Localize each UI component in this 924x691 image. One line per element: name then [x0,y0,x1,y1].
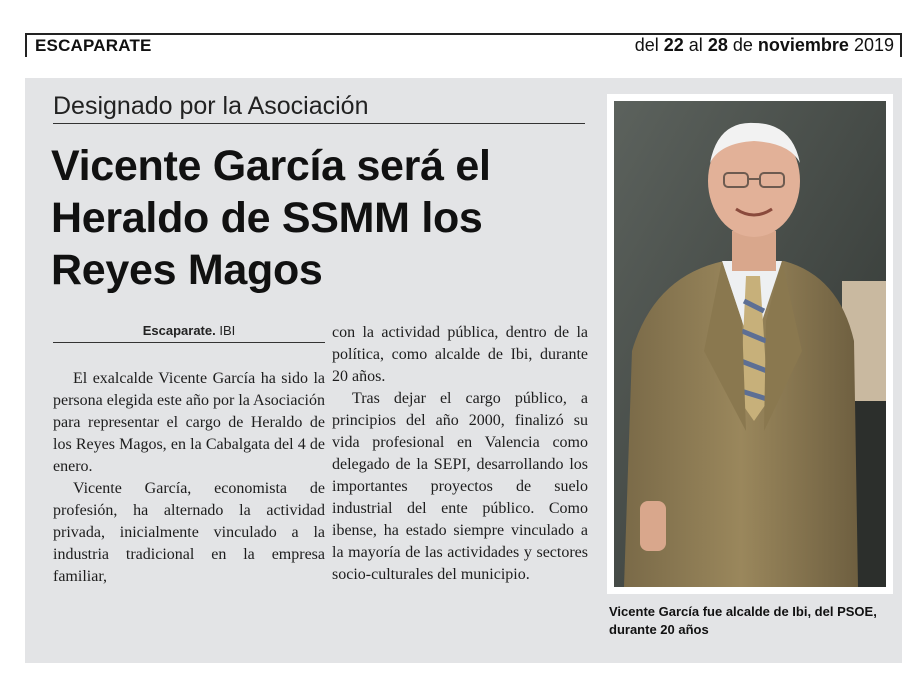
article-photo [607,94,893,594]
portrait-photo [614,101,886,587]
byline-source: Escaparate. [142,323,216,338]
article-column-2 [332,322,588,586]
section-header [25,33,902,57]
section-label: ESCAPARATE [35,36,152,55]
article-headline: Vicente García será el Heraldo de SSMM los Reyes Magos [51,142,491,294]
paragraph: El exalcalde Vicente García ha sido la persona elegida este año por la Asociación para representar el cargo de Heraldo de los Reyes Magos, en la Cabalgata del 4 de enero. [53,370,325,475]
article-byline [53,323,325,343]
byline-place: IBI [219,323,236,338]
portrait-illustration [614,101,886,587]
paragraph: Tras dejar el cargo público, a principios del año 2000, finalizó su vida profesional en Valencia como delegado de la SEPI, desarrollando los importantes proyectos de suelo industrial del ente público. Como ibense, ha estado siempre vinculado a la mayoría de las actividades y sectores socio-culturales del municipio. [332,390,588,583]
article-panel [25,78,902,663]
paragraph: Vicente García, economista de profesión, ha alternado la actividad privada, inicialmente vinculado a la industria tradicional en la empresa familiar, [53,480,325,585]
photo-caption: Vicente García fue alcalde de Ibi, del PSOE, durante 20 años [609,604,877,637]
article-column-1 [53,368,325,588]
issue-date: del 22 al 28 de noviembre 2019 [634,35,894,55]
paragraph: con la actividad pública, dentro de la política, como alcalde de Ibi, durante 20 años. [332,324,588,385]
article-kicker: Designado por la Asociación [53,92,585,124]
